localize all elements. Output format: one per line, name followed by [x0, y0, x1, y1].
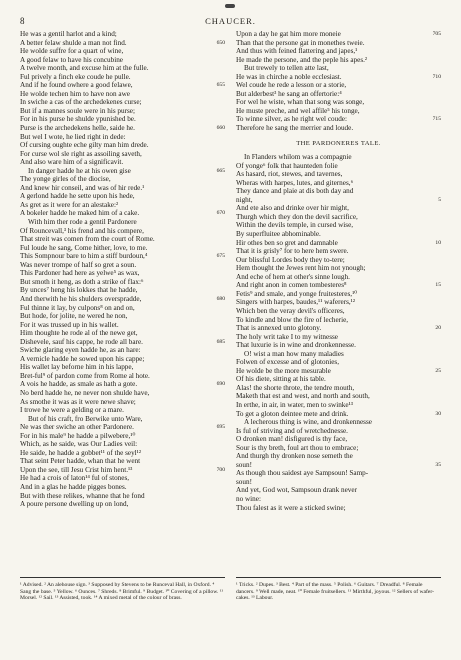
line-number: 5 — [438, 196, 441, 203]
verse-text: Wel coude he rede a lesson or a storie, — [236, 81, 347, 90]
verse-text: The yonge girles of the diocise, — [20, 175, 111, 184]
verse-line — [20, 295, 225, 304]
verse-line — [20, 372, 225, 381]
verse-text: That seint Peter hadde, whan that he went — [20, 457, 141, 466]
verse-text: And eche of hem at other's sinne lough. — [236, 272, 350, 281]
verse-text: He wolde suffre for a quart of wine, — [20, 47, 124, 56]
verse-text: For it was trussed up in his wallet. — [20, 320, 119, 329]
verse-text: And yet, God wot, Sampsoun drank never — [236, 486, 357, 495]
verse-line — [20, 474, 225, 483]
verse-text: And right anon in comen tombesteres⁸ — [236, 281, 347, 290]
verse-line — [236, 350, 441, 359]
verse-text: That streit was comen from the court of Rome. — [20, 235, 155, 244]
verse-text: With him ther rode a gentil Pardonere — [28, 218, 137, 227]
verse-text: Of Rouncevall,³ his frend and his compere, — [20, 226, 144, 235]
verse-line — [20, 167, 225, 176]
line-number: 25 — [435, 367, 441, 374]
verse-text: But if a mannes soule were in his purse; — [20, 106, 135, 115]
verse-text: Within the devils temple, in cursed wise, — [236, 221, 354, 230]
line-number: 665 — [216, 167, 225, 174]
verse-text: He saide, he hadde a gobbet¹¹ of the seyl¹² — [20, 448, 141, 457]
verse-text: For in his male⁹ he hadde a pilwebere,¹⁰ — [20, 431, 136, 440]
verse-line — [236, 281, 441, 290]
verse-line — [20, 398, 225, 407]
verse-line — [236, 196, 441, 205]
verse-text: O dronken man! disfigured is thy face, — [236, 435, 348, 444]
verse-line — [236, 384, 441, 393]
verse-line — [20, 483, 225, 492]
verse-text: Maketh that est and west, and north and south, — [236, 392, 370, 401]
line-number: 10 — [435, 239, 441, 246]
verse-line — [20, 64, 225, 73]
line-number: 685 — [216, 338, 225, 345]
verse-line — [20, 30, 225, 39]
verse-text: Which, as he saide, was Our Ladies veil: — [20, 440, 138, 449]
verse-line — [20, 47, 225, 56]
verse-line — [236, 495, 441, 504]
verse-text: To winne silver, as he right wel coude: — [236, 115, 347, 124]
prologue-continuation — [236, 30, 441, 133]
verse-line — [236, 187, 441, 196]
line-number: 670 — [216, 210, 225, 217]
verse-line — [236, 39, 441, 48]
verse-text: But of his craft, fro Berwike unto Ware, — [28, 414, 143, 423]
verse-line — [20, 192, 225, 201]
verse-line — [236, 469, 441, 478]
verse-text: Singers with harpes, baudes,¹¹ waferers,¹² — [236, 298, 355, 307]
verse-text: For in his purse he shulde ypunished be. — [20, 115, 136, 124]
verse-line — [236, 324, 441, 333]
verse-line — [20, 244, 225, 253]
verse-line — [20, 380, 225, 389]
verse-line — [20, 133, 225, 142]
verse-text: In swiche a cas of the archedekenes curse; — [20, 98, 142, 107]
verse-line — [236, 427, 441, 436]
line-number: 695 — [216, 424, 225, 431]
verse-text: A bokeler hadde he maked him of a cake. — [20, 209, 140, 218]
verse-line — [20, 252, 225, 261]
verse-text: Was never trompe of half so gret a soun. — [20, 260, 137, 269]
verse-text: Ful loude he sang, Come hither, love, to me. — [20, 243, 148, 252]
verse-text: A vois he hadde, as smale as hath a gote. — [20, 380, 138, 389]
verse-line — [236, 162, 441, 171]
verse-line — [20, 81, 225, 90]
verse-text: Ful prively a finch eke coude he pulle. — [20, 72, 131, 81]
verse-text: And if he found owhere a good felawe, — [20, 81, 133, 90]
verse-line — [236, 107, 441, 116]
verse-line — [236, 298, 441, 307]
verse-line — [236, 47, 441, 56]
verse-line — [236, 486, 441, 495]
verse-line — [236, 478, 441, 487]
verse-text: He muste preche, and wel affile⁵ his tonge, — [236, 106, 360, 115]
line-number: 710 — [432, 73, 441, 80]
verse-line — [20, 363, 225, 372]
verse-text: Is ful of striving and of wretchednesse. — [236, 426, 348, 435]
verse-text: And thurgh thy dronken nose semeth the — [236, 452, 353, 461]
footnote-rule-left — [20, 577, 225, 578]
tale-text — [236, 153, 441, 512]
verse-text: To kindle and blow the fire of lecherie, — [236, 315, 349, 324]
verse-line — [236, 341, 441, 350]
tale-heading: THE PARDONERES TALE. — [296, 139, 381, 147]
verse-text: Dishevele, sauf his cappe, he rode all bare. — [20, 337, 143, 346]
verse-text: His wallet lay beforne him in his lappe, — [20, 363, 134, 372]
footnote-rule-right — [236, 577, 441, 578]
verse-line — [20, 440, 225, 449]
verse-line — [20, 432, 225, 441]
verse-line — [236, 115, 441, 124]
verse-line — [20, 329, 225, 338]
verse-line — [236, 221, 441, 230]
line-number: 655 — [216, 82, 225, 89]
verse-text: By superfluitee abhominable. — [236, 230, 321, 239]
verse-text: Sour is thy breth, foul art thou to embrace; — [236, 443, 359, 452]
verse-text: A good felaw to have his concubine — [20, 55, 123, 64]
verse-line — [20, 338, 225, 347]
verse-text: And in a glas he hadde pigges bones. — [20, 482, 127, 491]
verse-line — [20, 466, 225, 475]
verse-text: Our blissful Lordes body they to-tere; — [236, 255, 345, 264]
verse-text: For curse wol sle right as assoiling saveth, — [20, 149, 142, 158]
verse-text: A better felaw shulde a man not find. — [20, 38, 127, 47]
verse-text: Of yonge⁶ folk that haunteden folie — [236, 161, 338, 170]
verse-line — [20, 141, 225, 150]
verse-text: He had a crois of laton¹⁴ ful of stones, — [20, 474, 130, 483]
verse-line — [236, 316, 441, 325]
verse-text: night, — [236, 195, 253, 204]
line-number: 715 — [432, 116, 441, 123]
verse-text: Wheras with harpes, lutes, and giternes,⁶ — [236, 178, 354, 187]
verse-text: He wolde techen him to have non awe — [20, 89, 130, 98]
verse-line — [236, 213, 441, 222]
verse-line — [236, 30, 441, 39]
verse-line — [236, 256, 441, 265]
verse-text: To get a gloton deintee mete and drink. — [236, 409, 349, 418]
verse-line — [20, 115, 225, 124]
verse-text: He wolde be the more mesurable — [236, 366, 331, 375]
verse-line — [236, 290, 441, 299]
verse-line — [236, 230, 441, 239]
verse-text: He was a gentil harlot and a kind; — [20, 30, 117, 38]
page-number: 8 — [20, 16, 25, 26]
verse-text: Hir othes ben so gret and damnable — [236, 238, 338, 247]
verse-text: As though thou saidest aye Sampsoun! Samp- — [236, 469, 369, 478]
verse-text: And knew hir conseil, and was of hir rede.¹ — [20, 183, 145, 192]
verse-text: As smothe it was as it were newe shave; — [20, 397, 136, 406]
verse-line — [236, 170, 441, 179]
verse-line — [20, 90, 225, 99]
verse-line — [236, 392, 441, 401]
verse-line — [236, 461, 441, 470]
verse-text: Thou falest as it were a sticked swine; — [236, 503, 346, 512]
line-number: 660 — [216, 125, 225, 132]
verse-text: Bret-ful⁹ of pardon come from Rome al hote. — [20, 371, 150, 380]
verse-line — [236, 358, 441, 367]
verse-line — [236, 153, 441, 162]
verse-line — [236, 90, 441, 99]
line-number: 35 — [435, 461, 441, 468]
verse-text: Thurgh which they don the devil sacrifice, — [236, 212, 358, 221]
verse-line — [236, 124, 441, 133]
verse-line — [20, 278, 225, 287]
verse-line — [20, 261, 225, 270]
footnotes-left: ¹ Advised. ² An alehouse sign. ³ Supposed by Stevens to be Runceval Hall, in Oxford. ⁴ Sang the base. ⁵ Yellow. ⁶ Ounces. ⁷ Shreds. ⁸ Brimful. ⁹ Budget. ¹⁰ Covering of a pillow. ¹¹ Morsel. ¹² Sail. ¹³ Assisted, took. ¹⁴ A mixed metal of the colour of brass. — [20, 582, 224, 602]
verse-line — [236, 375, 441, 384]
verse-line — [20, 423, 225, 432]
line-number: 675 — [216, 253, 225, 260]
line-number: 20 — [435, 325, 441, 332]
verse-line — [20, 346, 225, 355]
verse-text: A vernicle hadde he sowed upon his cappe; — [20, 354, 145, 363]
verse-text: Ne was ther swiche an other Pardonere. — [20, 423, 134, 432]
verse-line — [20, 124, 225, 133]
verse-text: As hasard, riot, stewes, and tavernes, — [236, 170, 343, 179]
verse-text: A lecherous thing is wine, and dronkennesse — [244, 418, 372, 427]
verse-text: A gerlond hadde he sette upon his hede, — [20, 192, 135, 201]
verse-line — [20, 286, 225, 295]
verse-line — [20, 406, 225, 415]
verse-text: Folwen of excesse and of glotonies, — [236, 358, 339, 367]
verse-text: And ete also and drinke over hir might, — [236, 204, 349, 213]
verse-line — [20, 415, 225, 424]
verse-text: I trowe he were a gelding or a mare. — [20, 406, 124, 415]
verse-text: O! wist a man how many maladies — [244, 349, 344, 358]
verse-text: Of his diete, sitting at his table. — [236, 375, 326, 384]
verse-line — [236, 367, 441, 376]
line-number: 700 — [216, 466, 225, 473]
line-number: 15 — [435, 282, 441, 289]
verse-text: In erthe, in air, in water, men to swinke¹³ — [236, 400, 353, 409]
verse-text: Swiche glaring eyen hadde he, as an hare: — [20, 346, 141, 355]
verse-line — [20, 492, 225, 501]
verse-line — [20, 449, 225, 458]
verse-text: That is annexed unto glotony. — [236, 324, 322, 333]
verse-line — [236, 444, 441, 453]
verse-text: Of cursing oughte eche gilty man him drede. — [20, 141, 149, 150]
verse-text: Purse is the archedekens helle, saide he. — [20, 124, 135, 133]
right-column — [236, 30, 441, 512]
verse-text: And also ware him of a significavit. — [20, 158, 124, 167]
verse-text: Alas! the shorte throte, the tendre mouth, — [236, 383, 355, 392]
verse-text: The holy writ take I to my witnesse — [236, 332, 339, 341]
verse-line — [236, 64, 441, 73]
verse-line — [20, 312, 225, 321]
verse-text: Than that the persone gat in monethes tweie. — [236, 38, 365, 47]
verse-text: soun! — [236, 477, 252, 486]
verse-text: But smoth it heng, as doth a strike of flax:⁶ — [20, 277, 144, 286]
verse-text: As gret as it were for an alestake:² — [20, 200, 119, 209]
verse-line — [236, 410, 441, 419]
verse-line — [236, 333, 441, 342]
verse-text: In Flanders whilom was a compagnie — [244, 153, 352, 162]
verse-line — [20, 218, 225, 227]
verse-line — [20, 209, 225, 218]
verse-line — [236, 239, 441, 248]
verse-line — [20, 201, 225, 210]
verse-text: But with these relikes, whanne that he fond — [20, 491, 145, 500]
verse-line — [20, 107, 225, 116]
verse-line — [236, 98, 441, 107]
verse-line — [20, 150, 225, 159]
verse-line — [20, 158, 225, 167]
verse-line — [20, 235, 225, 244]
verse-text: No berd hadde he, ne never non shulde have, — [20, 388, 150, 397]
verse-text: Him thoughte he rode al of the newe get, — [20, 329, 138, 338]
verse-text: And thus with feined flattering and japes,¹ — [236, 47, 358, 56]
verse-line — [236, 247, 441, 256]
verse-text: This Pardoner had here as yelwe⁵ as wax, — [20, 269, 140, 278]
verse-text: And therwith he his shulders overspradde, — [20, 294, 142, 303]
left-column — [20, 30, 225, 509]
verse-text: But trewely to tellen atte last, — [244, 64, 329, 73]
verse-text: A twelve month, and excuse him at the fulle. — [20, 64, 149, 73]
verse-text: This Sompnour bare to him a stiff burdoun,⁴ — [20, 252, 148, 261]
verse-line — [20, 321, 225, 330]
verse-line — [236, 73, 441, 82]
verse-line — [20, 184, 225, 193]
verse-text: He made the persone, and the peple his apes.² — [236, 55, 368, 64]
verse-text: In danger hadde he at his owen gise — [28, 166, 131, 175]
line-number: 705 — [432, 31, 441, 37]
verse-line — [236, 204, 441, 213]
verse-line — [20, 457, 225, 466]
running-head: CHAUCER. — [205, 16, 256, 26]
verse-line — [20, 500, 225, 509]
verse-line — [20, 39, 225, 48]
verse-line — [236, 56, 441, 65]
verse-text: Upon a day he gat him more moneie — [236, 30, 341, 38]
verse-line — [20, 73, 225, 82]
verse-line — [236, 452, 441, 461]
verse-line — [236, 418, 441, 427]
verse-line — [236, 264, 441, 273]
line-number: 690 — [216, 381, 225, 388]
verse-line — [236, 504, 441, 513]
verse-line — [236, 273, 441, 282]
verse-line — [20, 98, 225, 107]
footnotes-right: ¹ Tricks. ² Dupes. ³ Best. ⁴ Part of the mass. ⁵ Polish. ⁶ Guitars. ⁷ Dreadful. ⁸ Female dancers. ⁹ Well made, neat. ¹⁰ Female fruitsellers. ¹¹ Mirthful, joyous. ¹² Sellers of wafer-cakes. ¹³ Labour. — [236, 582, 435, 602]
line-number: 650 — [216, 39, 225, 46]
verse-line — [20, 304, 225, 313]
verse-line — [236, 179, 441, 188]
verse-line — [20, 175, 225, 184]
verse-line — [20, 269, 225, 278]
verse-line — [20, 56, 225, 65]
verse-text: For wel he wiste, whan that song was songe, — [236, 98, 365, 107]
verse-line — [20, 355, 225, 364]
line-number: 680 — [216, 295, 225, 302]
verse-line — [236, 307, 441, 316]
verse-text: Upon the see, till Jesu Crist him hent.¹³ — [20, 465, 133, 474]
verse-line — [20, 227, 225, 236]
verse-text: But alderbest³ he sang an offertorie:⁴ — [236, 89, 342, 98]
verse-line — [236, 81, 441, 90]
verse-line — [236, 435, 441, 444]
line-number: 30 — [435, 410, 441, 417]
verse-text: soun! — [236, 460, 252, 469]
verse-line — [20, 389, 225, 398]
verse-text: no wine: — [236, 494, 261, 503]
verse-text: Ful thinne it lay, by culpons⁸ on and on, — [20, 303, 135, 312]
verse-text: A poure persone dwelling up on lond, — [20, 500, 129, 509]
verse-text: He was in chirche a noble ecclesiast. — [236, 72, 342, 81]
verse-text: Hem thought the Jewes rent him not ynough; — [236, 264, 366, 273]
verse-text: But hode, for jolite, ne wered he non, — [20, 312, 128, 321]
verse-line — [236, 401, 441, 410]
verse-text: Therefore he sang the merrier and loude. — [236, 124, 354, 133]
verse-text: They dance and plaie at dis both day and — [236, 187, 354, 196]
printer-ornament — [225, 4, 235, 8]
verse-text: That luxurie is in wine and dronkennesse. — [236, 341, 356, 350]
verse-text: That it is grisly⁷ for to here hem swere. — [236, 247, 349, 256]
verse-text: But wel I wote, he lied right in dede: — [20, 132, 126, 141]
verse-text: By unces⁷ heng his lokkes that he hadde, — [20, 286, 138, 295]
verse-text: Fetis⁹ and smale, and yonge fruitesteres,¹⁰ — [236, 289, 358, 298]
verse-text: Which ben the veray devil's officeres, — [236, 306, 345, 315]
